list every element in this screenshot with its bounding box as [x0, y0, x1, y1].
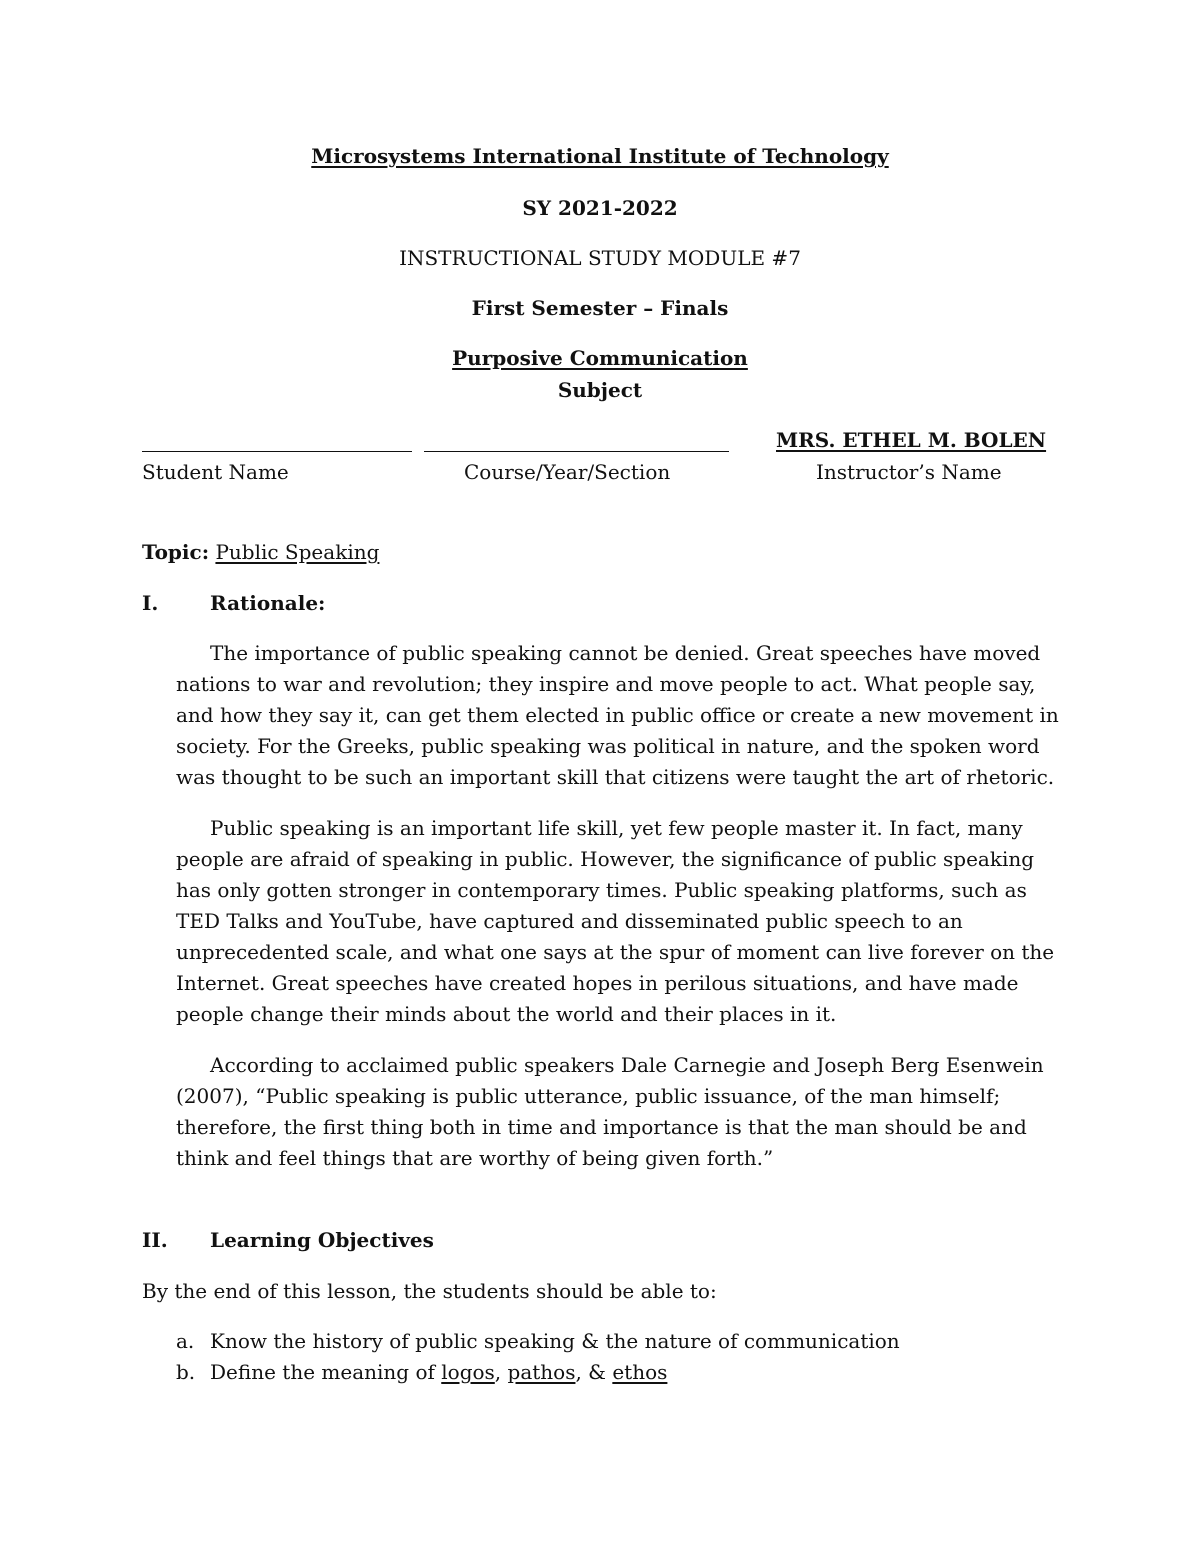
student-name-line: [142, 451, 412, 452]
list-marker: b.: [176, 1360, 196, 1384]
section-number: II.: [142, 1228, 168, 1252]
student-name-label: Student Name: [142, 460, 289, 484]
section-title: Learning Objectives: [210, 1228, 434, 1252]
term-pathos: pathos: [507, 1360, 576, 1384]
course-line: [424, 451, 729, 452]
objectives-intro: By the end of this lesson, the students should be able to:: [142, 1279, 717, 1303]
objective-text: Define the meaning of: [210, 1360, 442, 1384]
separator: ,: [494, 1360, 508, 1384]
module-title: INSTRUCTIONAL STUDY MODULE #7: [399, 246, 801, 270]
instructor-name: MRS. ETHEL M. BOLEN: [776, 428, 1047, 452]
topic-line: [142, 540, 379, 564]
list-marker: a.: [176, 1329, 195, 1353]
section-number: I.: [142, 591, 159, 615]
rationale-paragraph-2: Public speaking is an important life skill, yet few people master it. In fact, many people are afraid of speaking in public. However, the significance of public speaking has only gotten stronger in contemporary times. Public speaking platforms, such as TED Talks and YouTube, have captured and disseminated public speech to an unprecedented scale, and what one says at the spur of moment can live forever on the Internet. Great speeches have created hopes in perilous situations, and have made people change their minds about the world and their places in it.: [176, 816, 1055, 1026]
rationale-paragraph-1: The importance of public speaking cannot be denied. Great speeches have moved nations to war and revolution; they inspire and move people to act. What people say, and how they say it, can get them elected in public office or create a new movement in society. For the Greeks, public speaking was political in nature, and the spoken word was thought to be such an important skill that citizens were taught the art of rhetoric.: [176, 641, 1059, 789]
subject-name: Purposive Communication: [452, 346, 748, 370]
semester-label: First Semester – Finals: [471, 296, 729, 320]
objective-text: Know the history of public speaking & the nature of communication: [210, 1329, 900, 1353]
course-label: Course/Year/Section: [464, 460, 671, 484]
topic-label: Topic:: [142, 540, 210, 564]
separator: , &: [575, 1360, 613, 1384]
objective-item: [176, 1329, 900, 1353]
instructor-label: Instructor’s Name: [816, 460, 1002, 484]
section-title: Rationale:: [210, 591, 326, 615]
term-ethos: ethos: [612, 1360, 668, 1384]
term-logos: logos: [441, 1360, 495, 1384]
institution-title: Microsystems International Institute of Technology: [311, 144, 889, 168]
topic-value: Public Speaking: [215, 540, 380, 564]
section-objectives-heading: [142, 1228, 434, 1252]
section-rationale-heading: [142, 591, 325, 615]
objective-item: [176, 1360, 667, 1384]
rationale-paragraph-3: According to acclaimed public speakers Dale Carnegie and Joseph Berg Esenwein (2007), “Public speaking is public utterance, public issuance, of the man himself; therefore, the first thing both in time and importance is that the man should be and think and feel things that are worthy of being given forth.”: [176, 1053, 1044, 1170]
subject-label: Subject: [557, 378, 643, 402]
school-year: SY 2021-2022: [522, 196, 678, 220]
